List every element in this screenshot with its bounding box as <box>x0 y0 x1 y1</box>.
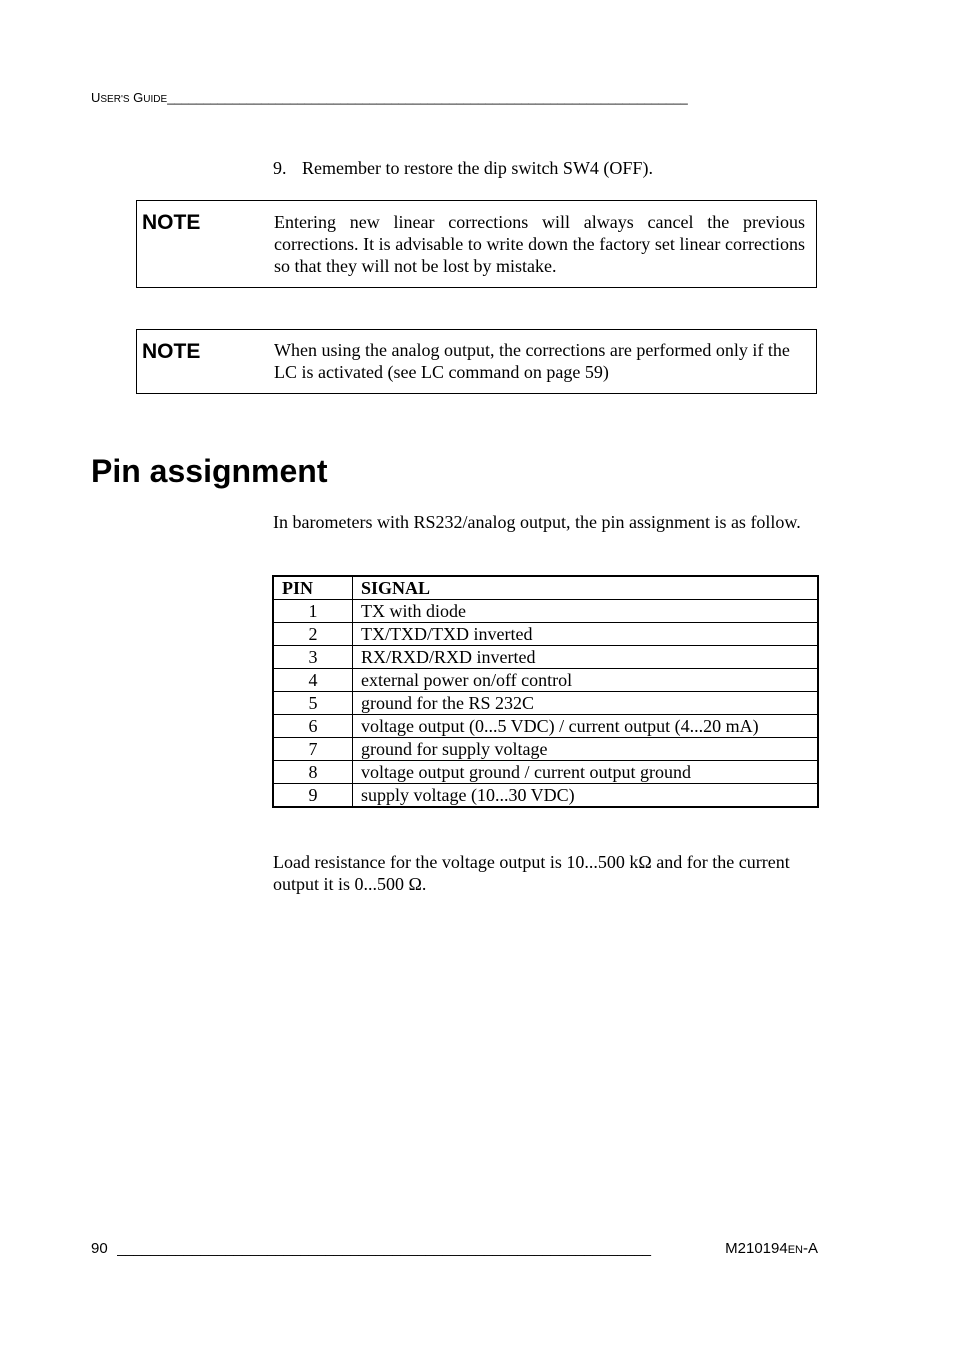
pin-assignment-table <box>272 575 819 808</box>
signal-cell: external power on/off control <box>353 669 819 692</box>
document-code <box>725 1240 818 1257</box>
table-row <box>273 623 818 646</box>
pin-cell: 9 <box>273 784 353 808</box>
header-g: G <box>133 90 144 105</box>
table-row <box>273 784 818 808</box>
table-row <box>273 669 818 692</box>
signal-cell: voltage output ground / current output ground <box>353 761 819 784</box>
table-row <box>273 761 818 784</box>
header-u: U <box>91 90 101 105</box>
doc-lang: EN <box>787 1244 803 1256</box>
table-row <box>273 600 818 623</box>
footer-rule: ________________________________________________________________ <box>117 1240 651 1257</box>
note-text: Entering new linear corrections will always cancel the previous corrections. It is advisable to write down the factory set linear corrections so that they will not be lost by mistake. <box>274 212 805 276</box>
signal-cell: ground for the RS 232C <box>353 692 819 715</box>
page-header <box>91 90 817 105</box>
pin-cell: 4 <box>273 669 353 692</box>
load-resistance-text: Load resistance for the voltage output is 10...500 kΩ and for the current output it is 0...500 Ω. <box>273 852 790 894</box>
signal-cell: TX/TXD/TXD inverted <box>353 623 819 646</box>
table-row <box>273 692 818 715</box>
pin-cell: 1 <box>273 600 353 623</box>
note-label: NOTE <box>142 211 201 234</box>
pin-cell: 6 <box>273 715 353 738</box>
signal-cell: supply voltage (10...30 VDC) <box>353 784 819 808</box>
note-box <box>136 329 817 394</box>
header-uide: UIDE <box>143 94 168 105</box>
header-rule: ________________________________________________________________________ <box>167 90 688 105</box>
section-intro: In barometers with RS232/analog output, the pin assignment is as follow. <box>273 512 801 532</box>
signal-cell: voltage output (0...5 VDC) / current output (4...20 mA) <box>353 715 819 738</box>
doc-main: M210194 <box>725 1240 788 1257</box>
table-row <box>273 715 818 738</box>
signal-cell: ground for supply voltage <box>353 738 819 761</box>
note-box <box>136 200 817 288</box>
note-label: NOTE <box>142 340 201 363</box>
doc-rev: -A <box>803 1240 818 1257</box>
pin-cell: 8 <box>273 761 353 784</box>
column-header-pin: PIN <box>273 576 353 600</box>
step-text: Remember to restore the dip switch SW4 (OFF). <box>302 158 653 178</box>
note-text: When using the analog output, the corrections are performed only if the LC is activated (see LC command on page 59) <box>274 340 790 382</box>
column-header-signal: SIGNAL <box>353 576 819 600</box>
pin-cell: 3 <box>273 646 353 669</box>
signal-cell: RX/RXD/RXD inverted <box>353 646 819 669</box>
pin-cell: 7 <box>273 738 353 761</box>
pin-cell: 2 <box>273 623 353 646</box>
step-number: 9. <box>273 158 287 178</box>
signal-cell: TX with diode <box>353 600 819 623</box>
table-row <box>273 738 818 761</box>
table-row <box>273 646 818 669</box>
page-number: 90 <box>91 1240 108 1257</box>
table-header-row <box>273 576 818 600</box>
section-title: Pin assignment <box>91 453 328 489</box>
step-item <box>273 158 653 179</box>
pin-cell: 5 <box>273 692 353 715</box>
header-ser: SER'S <box>100 94 130 105</box>
